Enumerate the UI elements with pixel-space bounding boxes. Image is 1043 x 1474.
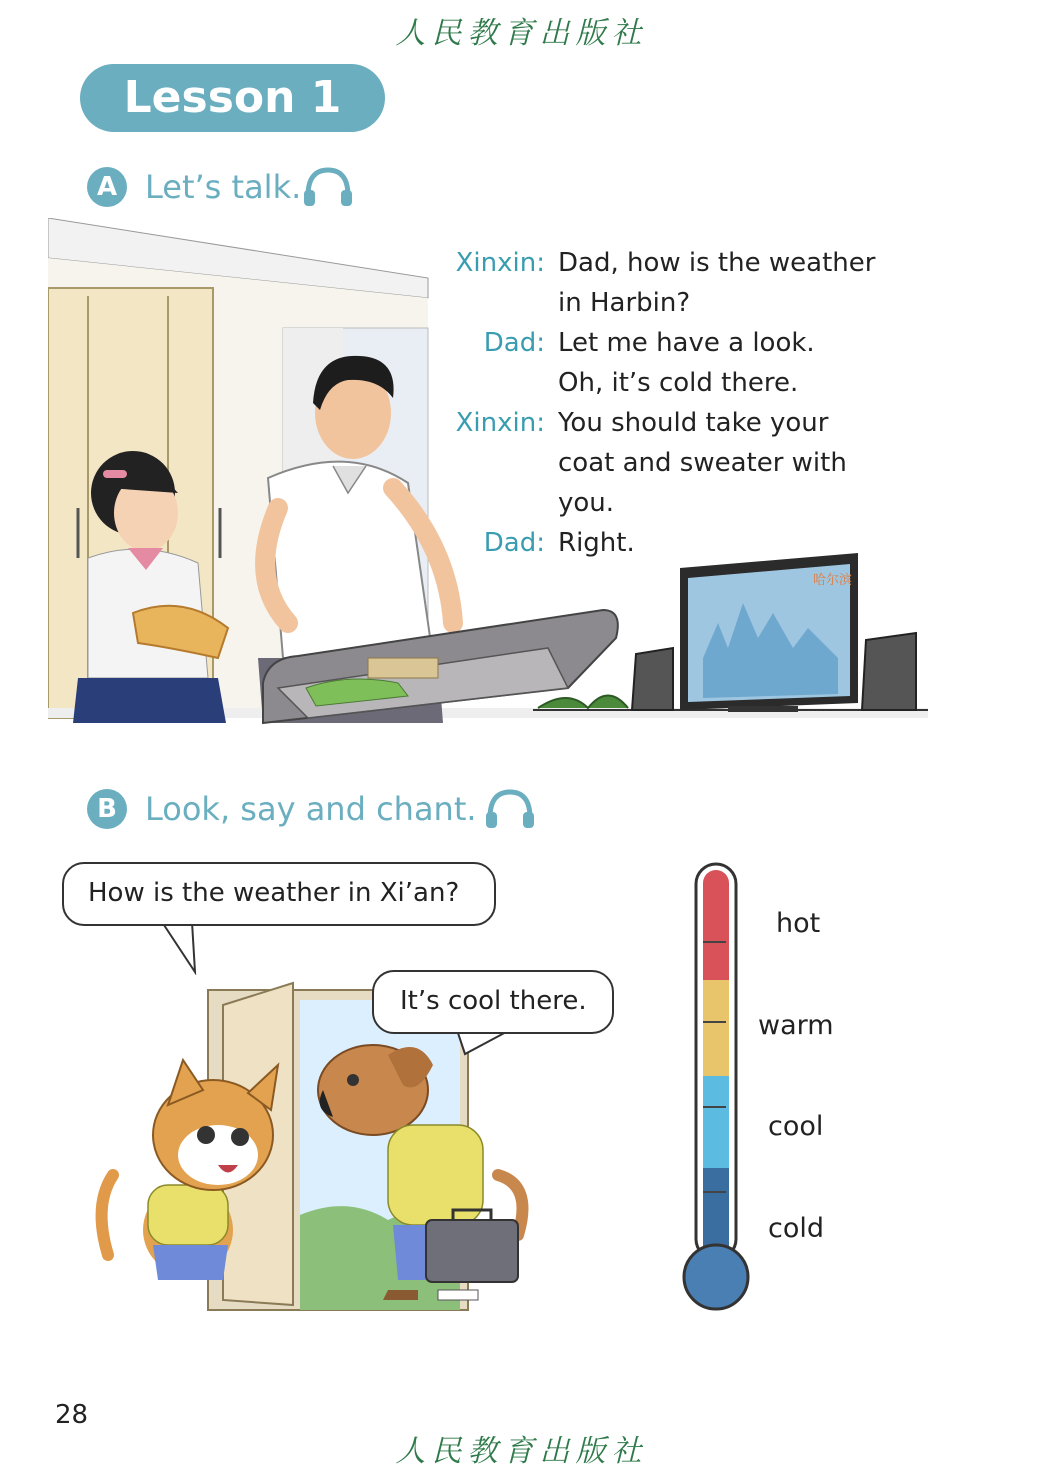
section-b-title: Look, say and chant. (145, 790, 477, 828)
dialogue-line: Dad, how is the weather (558, 248, 876, 278)
thermometer-label-cool: cool (768, 1111, 824, 1142)
tv-caption: 哈尔滨 (813, 573, 853, 588)
publisher-watermark-top: 人民教育出版社 (395, 16, 648, 51)
bubble-question-text: How is the weather in Xi’an? (88, 878, 460, 908)
section-a-badge: A (87, 167, 127, 207)
publisher-watermark-bottom: 人民教育出版社 (395, 1434, 648, 1469)
thermometer-label-hot: hot (776, 908, 821, 939)
page-number: 28 (55, 1400, 89, 1430)
thermometer-graphic (676, 862, 756, 1312)
speaker-dad: Dad: (483, 528, 545, 558)
dialogue-line: in Harbin? (558, 288, 691, 318)
dialogue-line: You should take your (558, 408, 829, 438)
section-a-title: Let’s talk. (145, 168, 302, 206)
speaker-xinxin: Xinxin: (455, 408, 545, 438)
thermometer-label-cold: cold (768, 1213, 825, 1244)
thermometer-label-warm: warm (758, 1010, 834, 1041)
talk-illustration (48, 218, 928, 743)
dialogue-line: you. (558, 488, 615, 518)
dialogue-line: Let me have a look. (558, 328, 815, 358)
dialogue-line: Oh, it’s cold there. (558, 368, 799, 398)
speaker-dad: Dad: (483, 328, 545, 358)
headphones-icon[interactable] (484, 788, 536, 830)
dialogue-line: coat and sweater with (558, 448, 847, 478)
section-b-badge: B (87, 789, 127, 829)
dialogue-line: Right. (558, 528, 635, 558)
lesson-title: Lesson 1 (123, 72, 342, 123)
speech-bubble-question (62, 862, 496, 926)
bubble-answer-text: It’s cool there. (400, 986, 587, 1016)
headphones-icon[interactable] (302, 166, 354, 208)
speech-bubble-answer (372, 970, 614, 1034)
speaker-xinxin: Xinxin: (455, 248, 545, 278)
bubble-tail (160, 920, 220, 975)
